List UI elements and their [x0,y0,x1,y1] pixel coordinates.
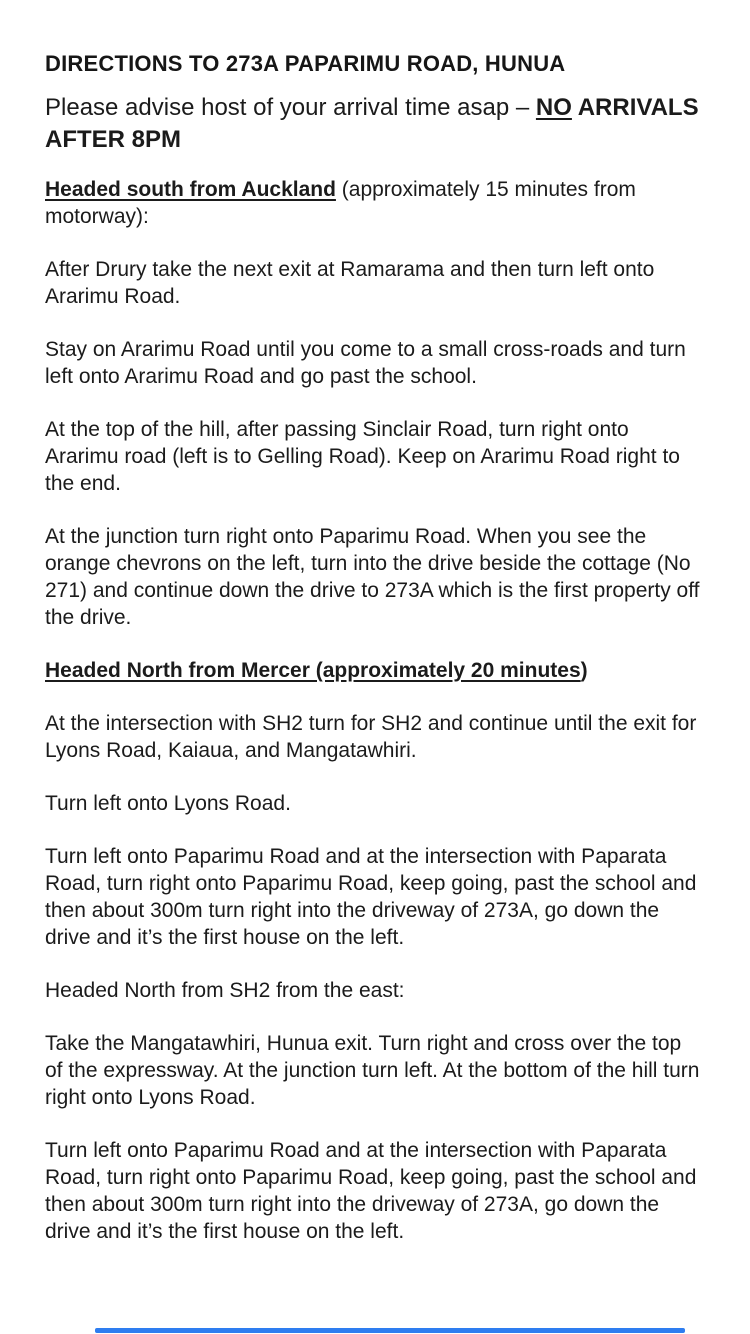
paragraph-sh2-intersection: At the intersection with SH2 turn for SH2 and continue until the exit for Lyons Road, Kaiaua, and Mangatawhiri. [45,712,697,762]
paragraph-stay-on-ararimu: Stay on Ararimu Road until you come to a small cross-roads and turn left onto Ararimu Road and go past the school. [45,338,686,388]
arrival-notice [45,92,703,156]
section-heading-south-from-auckland-rest: (approximately 15 minutes from motorway): [45,178,636,228]
section-heading-north-from-mercer-paren: ) [580,659,588,682]
section-heading-north-from-sh2-east-text: Headed North from SH2 from the east: [45,979,405,1002]
paragraph-turn-left-lyons: Turn left onto Lyons Road. [45,792,291,815]
paragraph-mangatawhiri-exit: Take the Mangatawhiri, Hunua exit. Turn right and cross over the top of the expressway. At the junction turn left. At the bottom of the hill turn right onto Lyons Road. [45,1032,700,1109]
section-heading-south-from-auckland [45,176,703,230]
section-heading-north-from-mercer [45,657,703,684]
document-title: DIRECTIONS TO 273A PAPARIMU ROAD, HUNUA [45,51,566,76]
arrival-notice-rest: ARRIVALS AFTER 8PM [45,94,699,153]
paragraph-paparimu-paparata-mercer: Turn left onto Paparimu Road and at the intersection with Paparata Road, turn right onto Paparimu Road, keep going, past the school and then about 300m turn right into the driveway of 273A, go down the drive and it’s the first house on the left. [45,845,697,949]
section-heading-south-from-auckland-bold: Headed south from Auckland [45,178,336,201]
section-heading-north-from-sh2-east [45,977,703,1004]
paragraph-paparimu-paparata-east: Turn left onto Paparimu Road and at the intersection with Paparata Road, turn right onto Paparimu Road, keep going, past the school and then about 300m turn right into the driveway of 273A, go down the drive and it’s the first house on the left. [45,1139,697,1243]
bottom-progress-bar [95,1328,685,1333]
arrival-notice-prefix: Please advise host of your arrival time asap – [45,94,536,121]
arrival-notice-no: NO [535,94,572,121]
paragraph-drury-exit: After Drury take the next exit at Ramarama and then turn left onto Ararimu Road. [45,258,655,308]
paragraph-top-of-hill: At the top of the hill, after passing Sinclair Road, turn right onto Ararimu road (left is to Gelling Road). Keep on Ararimu Road right to the end. [45,418,680,495]
paragraph-junction-paparimu: At the junction turn right onto Paparimu Road. When you see the orange chevrons on the left, turn into the drive beside the cottage (No 271) and continue down the drive to 273A which is the first property off the drive. [45,525,700,629]
section-heading-north-from-mercer-bold: Headed North from Mercer (approximately 20 minutes [45,659,581,682]
